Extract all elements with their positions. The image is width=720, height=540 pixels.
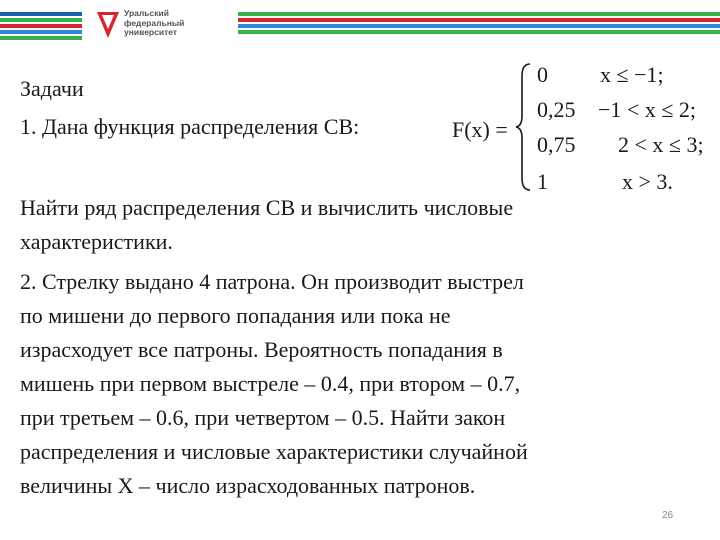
piecewise-value: 0,25 <box>537 97 576 122</box>
task2-text-line: величины X – число израсходованных патронов. <box>20 473 476 498</box>
task2-text-line: мишень при первом выстреле – 0.4, при втором – 0.7, <box>20 371 521 396</box>
piecewise-value: 1 <box>537 169 548 194</box>
header-bars <box>238 12 720 38</box>
left-brace-icon <box>514 62 534 192</box>
logo-line: Уральский <box>124 8 169 18</box>
task2-text-line: распределения и числовые характеристики случайной <box>20 439 528 464</box>
task2-text-line: израсходует все патроны. Вероятность попадания в <box>20 337 503 362</box>
university-logo-icon <box>97 12 119 38</box>
page-number: 26 <box>662 510 674 521</box>
logo-line: университет <box>124 27 178 37</box>
piecewise-condition: x ≤ −1; <box>600 62 664 87</box>
heading: Задачи <box>20 76 84 101</box>
logo-line: федеральный <box>124 17 185 28</box>
formula-lhs: F(x) = <box>452 117 508 142</box>
task2-text-line: при третьем – 0.6, при четвертом – 0.5. Найти закон <box>20 405 506 430</box>
task2-text-line: по мишени до первого попадания или пока не <box>20 303 451 328</box>
task2-text-line: 2. Стрелку выдано 4 патрона. Он производит выстрел <box>20 269 524 294</box>
task1-text-line: Найти ряд распределения СВ и вычислить числовые <box>20 195 514 220</box>
task1-text-line: характеристики. <box>20 229 173 254</box>
piecewise-condition: −1 < x ≤ 2; <box>598 97 697 122</box>
piecewise-condition: 2 < x ≤ 3; <box>618 132 704 157</box>
university-logo-text <box>124 9 184 38</box>
task1-intro: 1. Дана функция распределения СВ: <box>20 114 360 139</box>
header-stripes <box>0 12 82 46</box>
piecewise-value: 0 <box>537 62 548 87</box>
piecewise-value: 0,75 <box>537 132 576 157</box>
piecewise-condition: x > 3. <box>622 169 673 194</box>
